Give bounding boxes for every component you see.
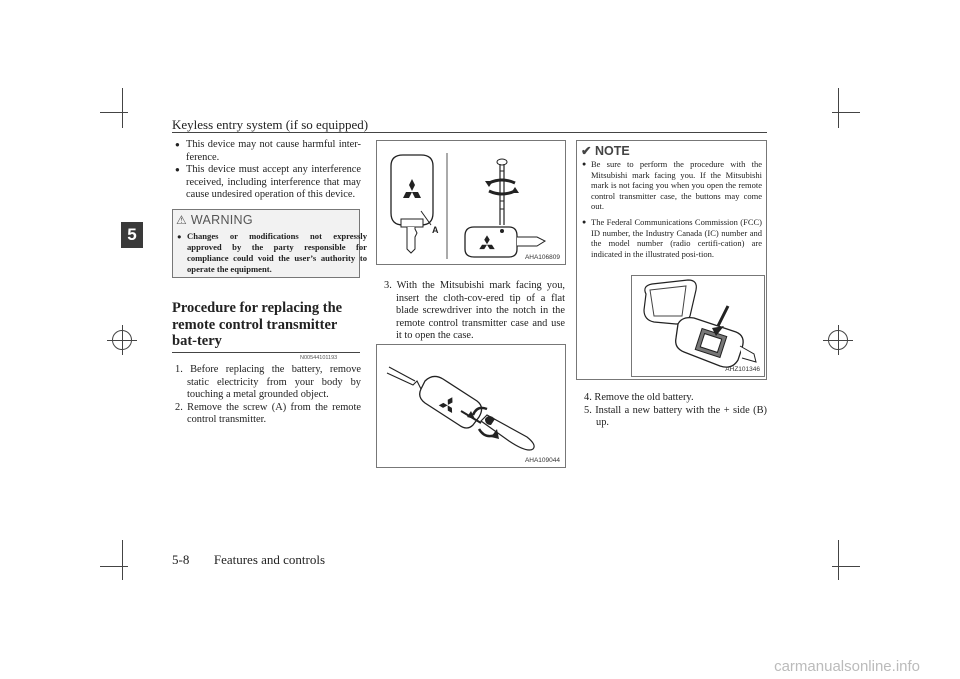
crop-mark: [832, 566, 860, 567]
figure-remove-screw: [376, 140, 566, 265]
note-label: NOTE: [594, 144, 630, 158]
figure-id: AHA109044: [524, 457, 560, 464]
section-heading: Procedure for replacing the remote control transmitter bat-tery: [172, 300, 343, 349]
warning-triangle-icon: ⚠: [176, 213, 188, 227]
note-bullet: ● The Federal Communications Commission (FCC) ID number, the Industry Canada (IC) number and the model number (radio certifi-cation) are indicated in the illustrated posi-tion.: [582, 217, 762, 259]
warning-box: [172, 209, 367, 278]
intro-bullets: [175, 139, 361, 202]
bullet-item: ● This device may not cause harmful inter-ference.: [175, 139, 361, 164]
steps-list: [175, 364, 361, 427]
registration-mark: [112, 330, 132, 350]
page-number: 5-8: [172, 552, 190, 567]
crop-mark: [838, 540, 839, 580]
page-footer: [172, 552, 325, 568]
key-screwdriver-illustration: [377, 141, 565, 264]
note-box: [576, 140, 767, 380]
figure-open-case: [376, 344, 566, 468]
callout-a: A: [432, 225, 439, 235]
steps-4-5: [584, 392, 767, 430]
header-title: Keyless entry system (if so equipped): [172, 117, 369, 132]
section-name: Features and controls: [213, 552, 326, 567]
key-open-illustration: [377, 345, 565, 467]
warning-label: WARNING: [190, 213, 253, 227]
watermark: carmanualsonline.info: [774, 658, 920, 675]
crop-mark: [838, 88, 839, 128]
figure-id: AHA106809: [524, 254, 560, 261]
section-code: N00544101193: [300, 355, 338, 361]
crop-mark: [100, 566, 128, 567]
step-item: 3. With the Mitsubishi mark facing you, insert the cloth-cov-ered tip of a flat blade screwdriver into the notch in the remote control transmitter case and use it to open the case.: [384, 280, 565, 341]
header-rule: [172, 132, 767, 133]
step-item: 1. Before replacing the battery, remove static electricity from your body by touching a metal grounded object.: [175, 364, 361, 400]
step-item: 4. Remove the old battery.: [584, 392, 694, 403]
section-rule: [172, 352, 360, 353]
note-header: [581, 143, 630, 158]
crop-mark: [122, 88, 123, 128]
note-bullet: ● Be sure to perform the procedure with the Mitsubishi mark facing you. If the Mitsubishi mark is not facing you when you open the remote control transmitter case, the buttons may come out.: [582, 159, 762, 212]
open-case-illustration: [632, 276, 764, 376]
step-3: [384, 280, 565, 343]
note-check-icon: ✔: [581, 144, 592, 158]
warning-text: ● Changes or modifications not expressly approved by the party responsible for compliance could void the user’s authority to operate the equipment.: [177, 231, 367, 275]
figure-id: AHZ101346: [725, 366, 760, 373]
crop-mark: [100, 112, 128, 113]
chapter-tab: 5: [121, 222, 143, 248]
crop-mark: [122, 540, 123, 580]
crop-mark: [832, 112, 860, 113]
figure-fcc-label: [631, 275, 765, 377]
step-item: 5. Install a new battery with the + side (B) up.: [584, 404, 767, 428]
bullet-item: ● This device must accept any interference received, including interference that may cause undesired operation of this device.: [175, 164, 361, 202]
warning-header: [176, 213, 253, 227]
step-item: 2. Remove the screw (A) from the remote control transmitter.: [175, 401, 361, 425]
registration-mark: [828, 330, 848, 350]
